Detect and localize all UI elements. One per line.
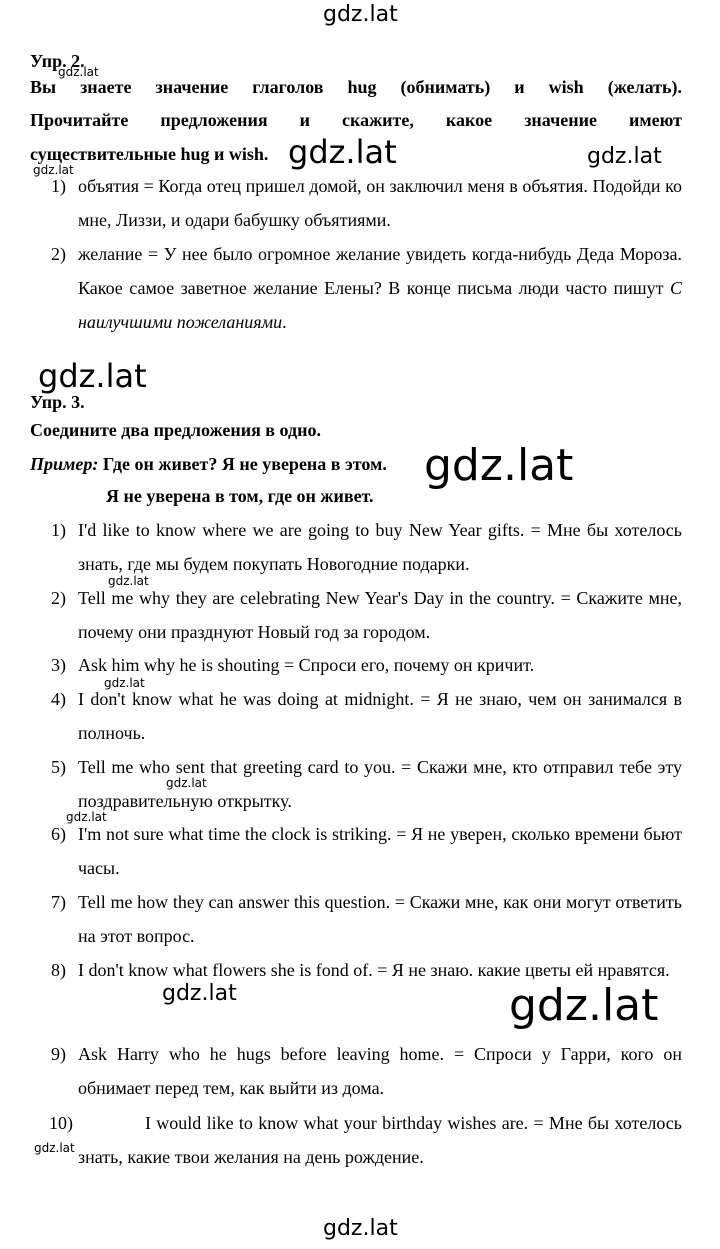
list-item: [30, 1037, 682, 1105]
watermark: gdz.lat: [34, 1141, 75, 1155]
watermark: gdz.lat: [58, 65, 99, 79]
item-number: 1): [51, 176, 66, 196]
item-text: I'd like to know where we are going to buy New Year gifts. = Мне бы хотелось знать, где мы будем покупать Новогодние подарки.: [78, 520, 682, 574]
exercise-3-task: Соедините два предложения в одно.: [30, 420, 321, 440]
watermark: gdz.lat: [323, 2, 398, 27]
example-text: Где он живет? Я не уверена в этом.: [102, 454, 387, 474]
watermark: gdz.lat: [33, 163, 74, 177]
item-number: 2): [51, 244, 66, 264]
watermark: gdz.lat: [104, 676, 145, 690]
watermark: gdz.lat: [38, 357, 147, 395]
example-label: Пример:: [30, 454, 99, 474]
list-item: [30, 513, 682, 581]
list-item: [30, 648, 682, 682]
list-item: [30, 682, 682, 750]
item-number: 9): [51, 1044, 66, 1064]
item-text: Tell me who sent that greeting card to you. = Скажи мне, кто отправил тебе эту поздравительную открытку.: [78, 757, 682, 811]
item-number: 6): [51, 824, 66, 844]
exercise-2-task-line: Вы знаете значение глаголов hug (обнимать) и wish (желать).: [30, 77, 682, 97]
example-answer: Я не уверена в том, где он живет.: [106, 486, 374, 506]
list-item: [30, 817, 682, 885]
list-item: [30, 1106, 682, 1174]
watermark: gdz.lat: [424, 440, 574, 491]
list-item: [30, 581, 682, 649]
list-item: [30, 885, 682, 953]
list-item: [30, 953, 682, 987]
item-text: Tell me how they can answer this question. = Скажи мне, как они могут ответить на этот вопрос.: [78, 892, 682, 946]
item-text: желание = У нее было огромное желание увидеть когда-нибудь Деда Мороза. Какое самое заветное желание Елены? В конце письма люди часто пишут С наилучшими пожеланиями.: [78, 244, 682, 332]
list-item: [30, 169, 682, 237]
item-number: 7): [51, 892, 66, 912]
item-number: 4): [51, 689, 66, 709]
item-text: Ask Harry who he hugs before leaving home. = Спроси у Гарри, кого он обнимает перед тем, как выйти из дома.: [78, 1044, 682, 1098]
item-text: I'm not sure what time the clock is striking. = Я не уверен, сколько времени бьют часы.: [78, 824, 682, 878]
item-text: I would like to know what your birthday wishes are. = Мне бы хотелось знать, какие твои желания на день рождение.: [78, 1113, 682, 1167]
exercise-2-task-line: Прочитайте предложения и скажите, какое значение имеют: [30, 110, 682, 130]
list-item: [30, 750, 682, 818]
item-text: I don't know what flowers she is fond of. = Я не знаю. какие цветы ей нравятся.: [78, 960, 670, 980]
watermark: gdz.lat: [108, 574, 149, 588]
item-number: 1): [51, 520, 66, 540]
item-text: Tell me why they are celebrating New Year's Day in the country. = Скажите мне, почему они празднуют Новый год за городом.: [78, 588, 682, 642]
item-number: 8): [51, 960, 66, 980]
watermark: gdz.lat: [509, 980, 659, 1031]
exercise-2-task-last: существительные hug и wish.: [30, 144, 269, 164]
watermark: gdz.lat: [587, 144, 662, 169]
item-text: объятия = Когда отец пришел домой, он заключил меня в объятия. Подойди ко мне, Лиззи, и одари бабушку объятиями.: [78, 176, 682, 230]
item-number: 10): [49, 1113, 73, 1133]
italic-phrase: С наилучшими пожеланиями: [78, 278, 682, 332]
watermark: gdz.lat: [288, 133, 397, 171]
exercise-3-title: Упр. 3.: [30, 392, 85, 412]
watermark: gdz.lat: [162, 981, 237, 1006]
item-number: 2): [51, 588, 66, 608]
item-number: 5): [51, 757, 66, 777]
item-text: Ask him why he is shouting = Спроси его, почему он кричит.: [78, 655, 535, 675]
watermark: gdz.lat: [323, 1216, 398, 1241]
watermark: gdz.lat: [166, 776, 207, 790]
item-number: 3): [51, 655, 66, 675]
list-item: [30, 237, 682, 339]
item-text: I don't know what he was doing at midnight. = Я не знаю, чем он занимался в полночь.: [78, 689, 682, 743]
watermark: gdz.lat: [66, 810, 107, 824]
exercise-2-title: Упр. 2.: [30, 51, 85, 71]
example-line: [30, 455, 387, 473]
